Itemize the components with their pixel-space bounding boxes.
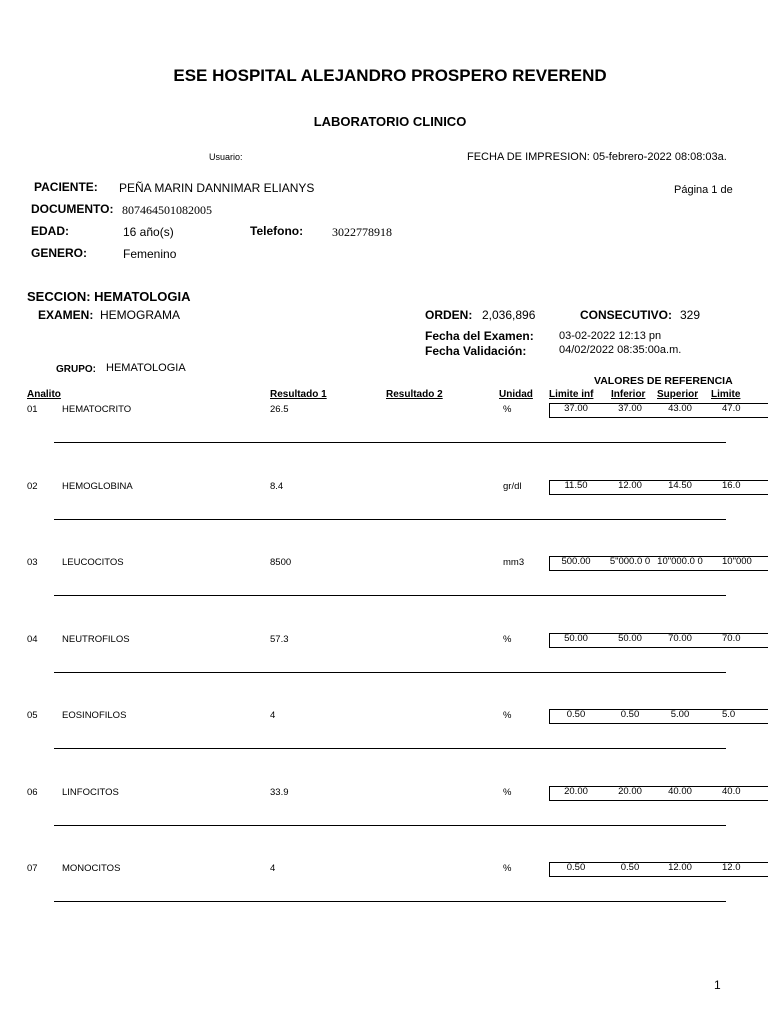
row-number: 05 xyxy=(27,710,38,721)
superior-value: 14.50 xyxy=(668,480,692,491)
header-unidad: Unidad xyxy=(499,389,533,400)
row-number: 06 xyxy=(27,787,38,798)
row-number: 03 xyxy=(27,557,38,568)
unit: mm3 xyxy=(503,557,525,568)
documento-label: DOCUMENTO: xyxy=(31,202,114,216)
inferior-value: 20.00 xyxy=(618,786,642,797)
header-superior: Superior xyxy=(657,389,699,400)
limit-sup-value: 10"000 xyxy=(722,557,752,567)
header-limite-inf: Limite inf xyxy=(549,389,594,400)
superior-value: 43.00 xyxy=(668,403,692,414)
row-number: 02 xyxy=(27,481,38,492)
edad-label: EDAD: xyxy=(31,224,69,238)
usuario-label: Usuario: xyxy=(209,152,243,162)
patient-age: 16 año(s) xyxy=(123,225,174,239)
patient-name: PEÑA MARIN DANNIMAR ELIANYS xyxy=(119,181,315,195)
row-separator xyxy=(54,901,726,902)
analyte-name: LEUCOCITOS xyxy=(62,557,124,568)
print-date: FECHA DE IMPRESION: 05-febrero-2022 08:08:03a. xyxy=(467,151,727,163)
telefono-label: Telefono: xyxy=(250,224,304,238)
analyte-name: HEMATOCRITO xyxy=(62,404,132,415)
page-number: 1 xyxy=(714,978,721,992)
orden-label: ORDEN: xyxy=(425,308,473,322)
result-1: 4 xyxy=(270,710,276,721)
analyte-name: LINFOCITOS xyxy=(62,787,119,798)
inferior-value: 12.00 xyxy=(618,480,642,491)
row-number: 01 xyxy=(27,404,38,415)
row-separator xyxy=(54,595,726,596)
superior-value: 12.00 xyxy=(668,862,692,873)
page-indicator: Página 1 de xyxy=(674,184,733,196)
unit: gr/dl xyxy=(503,481,522,492)
limit-sup-value: 70.0 xyxy=(722,634,741,644)
row-separator xyxy=(54,672,726,673)
lab-title: LABORATORIO CLINICO xyxy=(313,114,467,129)
superior-value: 70.00 xyxy=(668,633,692,644)
limit-sup-value: 12.0 xyxy=(722,863,741,873)
patient-gender: Femenino xyxy=(123,247,177,261)
limit-inf-value: 50.00 xyxy=(564,633,588,644)
limit-inf-value: 500.00 xyxy=(561,556,591,567)
patient-phone: 3022778918 xyxy=(332,225,392,239)
limit-sup-value: 5.0 xyxy=(722,710,736,720)
genero-label: GENERO: xyxy=(31,246,88,260)
grupo-label: GRUPO: xyxy=(56,364,96,375)
result-1: 4 xyxy=(270,863,276,874)
limit-inf-value: 0.50 xyxy=(566,862,586,873)
unit: % xyxy=(503,787,512,798)
result-1: 57.3 xyxy=(270,634,289,645)
result-1: 8500 xyxy=(270,557,292,568)
fecha-validacion-label: Fecha Validación: xyxy=(425,344,527,358)
validation-date: 04/02/2022 08:35:00a.m. xyxy=(559,344,682,356)
row-number: 07 xyxy=(27,863,38,874)
superior-value: 5.00 xyxy=(670,709,690,720)
exam-name: HEMOGRAMA xyxy=(100,308,181,322)
header-resultado1: Resultado 1 xyxy=(270,389,327,400)
fecha-examen-label: Fecha del Examen: xyxy=(425,329,534,343)
superior-value: 10"000.0 0 xyxy=(657,556,703,567)
header-inferior: Inferior xyxy=(611,389,646,400)
unit: % xyxy=(503,634,512,645)
paciente-label: PACIENTE: xyxy=(34,180,98,194)
row-separator xyxy=(54,748,726,749)
unit: % xyxy=(503,863,512,874)
analyte-name: MONOCITOS xyxy=(62,863,121,874)
unit: % xyxy=(503,710,512,721)
result-1: 26.5 xyxy=(270,404,289,415)
exam-date: 03-02-2022 12:13 pn xyxy=(559,330,662,342)
limit-inf-value: 20.00 xyxy=(564,786,588,797)
inferior-value: 5"000.0 0 xyxy=(609,556,651,567)
section-title: SECCION: HEMATOLOGIA xyxy=(27,289,191,304)
consecutive-number: 329 xyxy=(680,308,701,322)
header-analito: Analito xyxy=(27,389,61,400)
group-name: HEMATOLOGIA xyxy=(106,362,186,374)
unit: % xyxy=(503,404,512,415)
header-limite-sup: Limite xyxy=(711,389,741,400)
row-separator xyxy=(54,825,726,826)
result-1: 8.4 xyxy=(270,481,284,492)
limit-sup-value: 40.0 xyxy=(722,787,741,797)
analyte-name: NEUTROFILOS xyxy=(62,634,130,645)
inferior-value: 0.50 xyxy=(620,709,640,720)
row-number: 04 xyxy=(27,634,38,645)
consecutivo-label: CONSECUTIVO: xyxy=(580,308,673,322)
order-number: 2,036,896 xyxy=(482,308,536,322)
hospital-title: ESE HOSPITAL ALEJANDRO PROSPERO REVEREND xyxy=(173,66,607,85)
limit-sup-value: 16.0 xyxy=(722,481,741,491)
header-resultado2: Resultado 2 xyxy=(386,389,443,400)
analyte-name: HEMOGLOBINA xyxy=(62,481,133,492)
superior-value: 40.00 xyxy=(668,786,692,797)
inferior-value: 50.00 xyxy=(618,633,642,644)
document-number: 807464501082005 xyxy=(122,203,212,217)
limit-inf-value: 0.50 xyxy=(566,709,586,720)
limit-sup-value: 47.0 xyxy=(722,404,741,414)
row-separator xyxy=(54,442,726,443)
limit-inf-value: 37.00 xyxy=(564,403,588,414)
inferior-value: 37.00 xyxy=(618,403,642,414)
analyte-name: EOSINOFILOS xyxy=(62,710,127,721)
reference-values-title: VALORES DE REFERENCIA xyxy=(594,375,733,387)
inferior-value: 0.50 xyxy=(620,862,640,873)
examen-label: EXAMEN: xyxy=(38,308,94,322)
row-separator xyxy=(54,519,726,520)
result-1: 33.9 xyxy=(270,787,289,798)
limit-inf-value: 11.50 xyxy=(564,480,588,491)
